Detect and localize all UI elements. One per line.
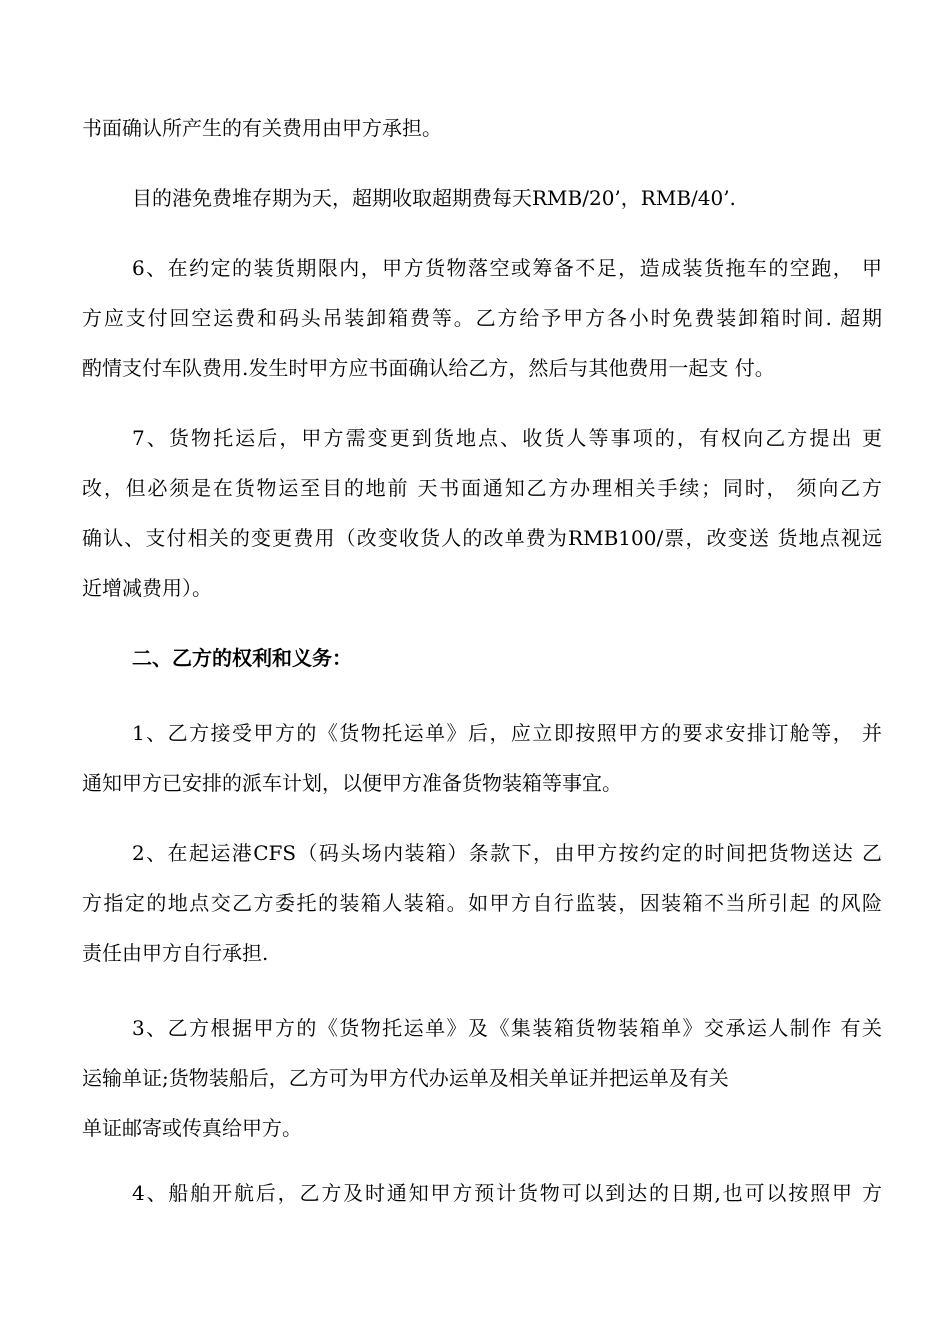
clause-1-line: 1、乙方接受甲方的《货物托运单》后，应立即按照甲方的要求安排订舱等， 并 xyxy=(132,721,882,745)
paragraph-line: 运输单证;货物装船后，乙方可为甲方代办运单及相关单证并把运单及有关 xyxy=(82,1066,729,1090)
paragraph-line: 书面确认所产生的有关费用由甲方承担。 xyxy=(82,116,442,140)
paragraph-line: 目的港免费堆存期为天，超期收取超期费每天RMB/20’，RMB/40’. xyxy=(132,186,736,210)
clause-2-line: 2、在起运港CFS（码头场内装箱）条款下，由甲方按约定的时间把货物送达 乙 xyxy=(132,841,882,865)
section-heading: 二、乙方的权利和义务： xyxy=(132,646,352,670)
paragraph-line: 方指定的地点交乙方委托的装箱人装箱。如甲方自行监装，因装箱不当所引起 的风险 xyxy=(82,891,882,915)
paragraph-line: 单证邮寄或传真给甲方。 xyxy=(82,1116,302,1140)
paragraph-line: 改，但必须是在货物运至目的地前 天书面通知乙方办理相关手续；同时， 须向乙方 xyxy=(82,476,882,500)
clause-7-line: 7、货物托运后，甲方需变更到货地点、收货人等事项的，有权向乙方提出 更 xyxy=(132,426,882,450)
clause-4-line: 4、船舶开航后，乙方及时通知甲方预计货物可以到达的日期,也可以按照甲 方 xyxy=(132,1181,882,1205)
clause-6-line: 6、在约定的装货期限内，甲方货物落空或筹备不足，造成装货拖车的空跑， 甲 xyxy=(132,256,882,280)
paragraph-line: 确认、支付相关的变更费用（改变收货人的改单费为RMB100/票，改变送 货地点视远 xyxy=(82,526,882,550)
paragraph-line: 方应支付回空运费和码头吊装卸箱费等。乙方给予甲方各小时免费装卸箱时间. 超期 xyxy=(82,306,882,330)
paragraph-line: 近增减费用）。 xyxy=(82,576,212,600)
paragraph-line: 酌情支付车队费用.发生时甲方应书面确认给乙方，然后与其他费用一起支 付。 xyxy=(82,356,775,380)
paragraph-line: 通知甲方已安排的派车计划，以便甲方准备货物装箱等事宜。 xyxy=(82,771,622,795)
paragraph-line: 责任由甲方自行承担. xyxy=(82,941,269,965)
clause-3-line: 3、乙方根据甲方的《货物托运单》及《集装箱货物装箱单》交承运人制作 有关 xyxy=(132,1016,882,1040)
